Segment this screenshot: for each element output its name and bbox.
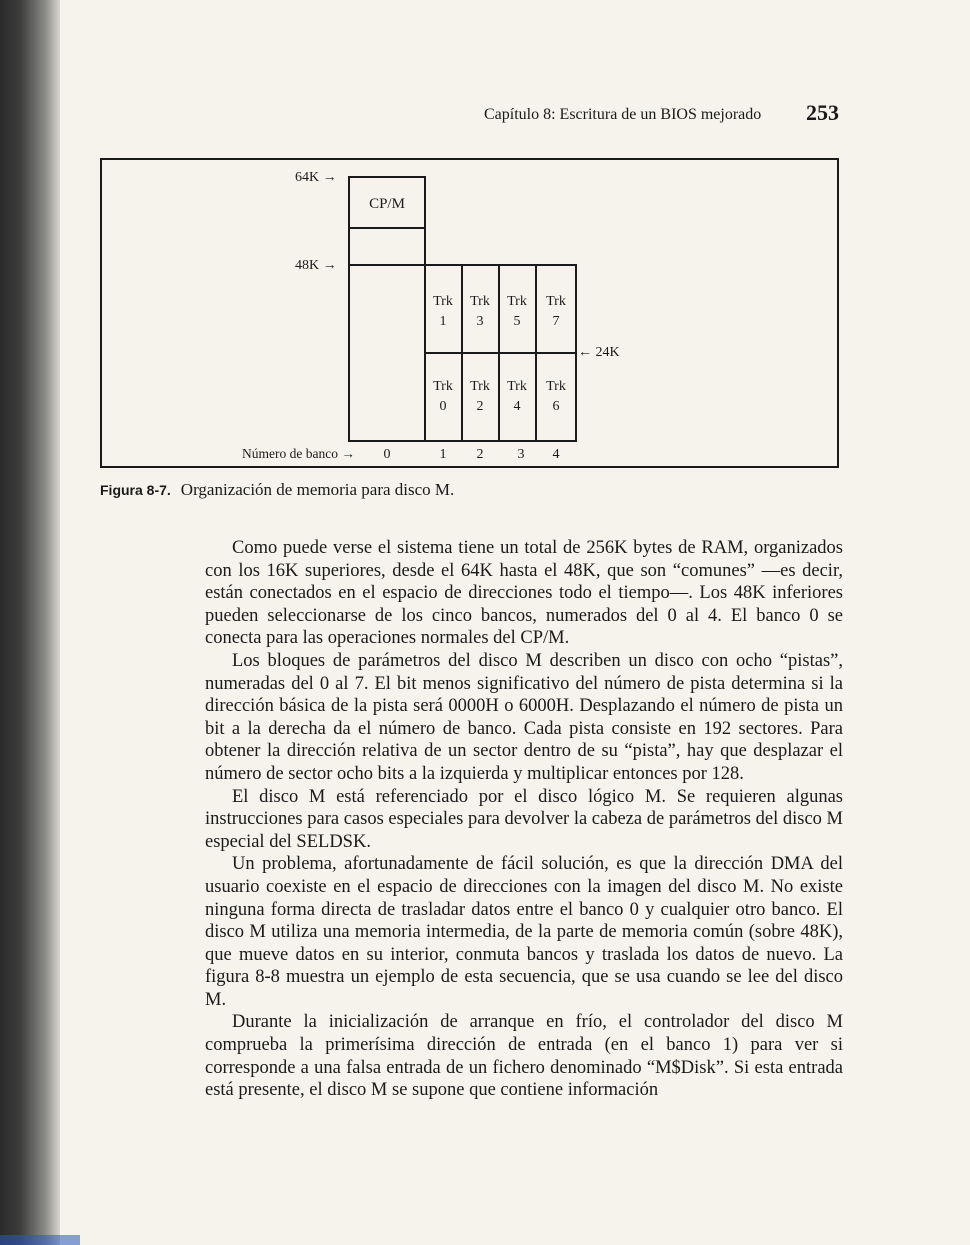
marker-48k: 48K →	[295, 258, 337, 273]
marker-64k: 64K →	[295, 170, 337, 185]
track-2-label: Trk	[470, 379, 490, 394]
memory-diagram-lines	[349, 177, 576, 441]
track-1-label: Trk	[433, 294, 453, 309]
track-6-label: Trk	[546, 379, 566, 394]
page-header	[484, 100, 844, 130]
track-0-label: Trk	[433, 379, 453, 394]
figure-memory-organization	[100, 158, 839, 468]
track-0-number: 0	[439, 399, 447, 414]
figure-caption-label: Figura 8-7.	[100, 482, 171, 498]
bank-number-label: Número de banco →	[242, 446, 355, 461]
scan-edge-artifact	[0, 1235, 80, 1245]
paragraph: El disco M está referenciado por el disco lógico M. Se requieren algunas instrucciones para casos especiales para devolver la cabeza de parámetros del disco M especial del SELDSK.	[205, 786, 843, 852]
cpm-label: CP/M	[369, 196, 405, 212]
track-5-number: 5	[513, 314, 521, 329]
track-7-label: Trk	[546, 294, 566, 309]
bank-4-number: 4	[552, 447, 560, 462]
track-7-number: 7	[552, 314, 560, 329]
track-5-label: Trk	[507, 294, 527, 309]
bank-1-number: 1	[439, 447, 447, 462]
book-gutter-shadow	[0, 0, 60, 1245]
bank-0-number: 0	[383, 447, 391, 462]
track-6-number: 6	[552, 399, 560, 414]
track-2-number: 2	[476, 399, 484, 414]
running-title: Capítulo 8: Escritura de un BIOS mejorado	[484, 106, 762, 123]
bank-numbers	[384, 447, 560, 462]
marker-24k: ← 24K	[578, 345, 620, 360]
bank-3-number: 3	[517, 447, 525, 462]
paragraph: Un problema, afortunadamente de fácil solución, es que la dirección DMA del usuario coexiste en el espacio de direcciones con la imagen del disco M. No existe ninguna forma directa de trasladar datos entre el banco 0 y cualquier otro banco. El disco M utiliza una memoria intermedia, de la parte de memoria común (sobre 48K), que mueve datos en su interior, conmuta bancos y traslada los datos de nuevo. La figura 8-8 muestra un ejemplo de esta secuencia, que se usa cuando se lee del disco M.	[205, 854, 843, 1010]
paragraph: Como puede verse el sistema tiene un total de 256K bytes de RAM, organizados con los 16K superiores, desde el 64K hasta el 48K, que son “comunes” —es decir, están conectados en el espacio de direcciones todo el tiempo—. Los 48K inferiores pueden seleccionarse de los cinco bancos, numerados del 0 al 4. El banco 0 se conecta para las operaciones normales del CP/M.	[205, 538, 843, 649]
cpm-block	[349, 177, 425, 265]
track-3-number: 3	[476, 314, 484, 329]
body-text	[205, 537, 843, 1102]
track-3-label: Trk	[470, 294, 490, 309]
track-4-label: Trk	[507, 379, 527, 394]
figure-caption-text: Organización de memoria para disco M.	[180, 480, 455, 499]
paragraph: Los bloques de parámetros del disco M describen un disco con ocho “pistas”, numeradas del 0 al 7. El bit menos significativo del número de pista determina si la dirección básica de la pista será 0000H o 6000H. Desplazando el número de pista un bit a la derecha da el número de banco. Cada pista consiste en 192 sectores. Para obtener la dirección relativa de un sector dentro de su “pista”, hay que desplazar el número de sector ocho bits a la izquierda y multiplicar entonces por 128.	[205, 650, 843, 784]
page-number: 253	[806, 100, 839, 125]
bank-2-number: 2	[476, 447, 484, 462]
bank-0-block	[349, 265, 425, 441]
track-1-number: 1	[439, 314, 447, 329]
figure-caption	[100, 480, 454, 500]
paragraph: Durante la inicialización de arranque en frío, el controlador del disco M comprueba la primerísima dirección de entrada (en el banco 1) para ver si corresponde a una falsa entrada de un fichero denominado “M$Disk”. Si esta entrada está presente, el disco M se supone que contiene información	[205, 1012, 843, 1101]
track-4-number: 4	[513, 399, 521, 414]
